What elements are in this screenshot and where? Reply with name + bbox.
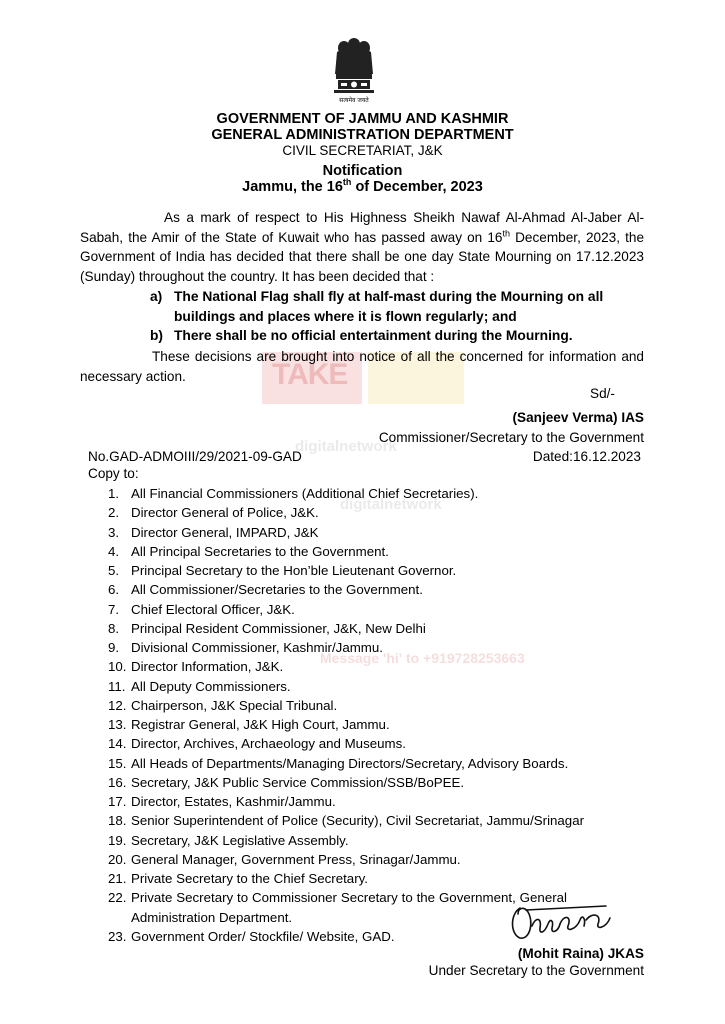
notification-date: Jammu, the 16th of December, 2023 [242, 177, 483, 195]
list-item: 15. All Heads of Departments/Managing Directors/Secretary, Advisory Boards. [108, 755, 569, 771]
list-item: 4. All Principal Secretaries to the Government. [108, 543, 389, 559]
emblem-motto: सत्यमेव जयते [339, 97, 369, 104]
list-item: 21. Private Secretary to the Chief Secretary. [108, 871, 368, 886]
list-item: 7. Chief Electoral Officer, J&K. [108, 601, 295, 617]
list-item: 14. Director, Archives, Archaeology and Museums. [108, 736, 406, 752]
list-item: 3. Director General, IMPARD, J&K [108, 524, 319, 540]
watermark-message: Message 'hi' to +919728253663 [320, 650, 525, 666]
closing-paragraph: These decisions are brought into notice of all the concerned for information and necessary action. [80, 349, 644, 384]
notification-title: Notification [322, 163, 403, 179]
list-item: 2. Director General of Police, J&K. [108, 505, 319, 521]
list-item: 13. Registrar General, J&K High Court, Jammu. [108, 717, 390, 732]
signatory-name: (Sanjeev Verma) IAS [512, 410, 644, 425]
list-item: 8. Principal Resident Commissioner, J&K, New Delhi [108, 620, 426, 636]
list-item: 17. Director, Estates, Kashmir/Jammu. [108, 794, 336, 809]
list-item: 20. General Manager, Government Press, Srinagar/Jammu. [108, 851, 461, 867]
decision-item: b) There shall be no official entertainment during the Mourning. [150, 328, 573, 343]
copy-to-list [108, 484, 668, 946]
government-title: GOVERNMENT OF JAMMU AND KASHMIR [216, 111, 509, 127]
list-item: 9. Divisional Commissioner, Kashmir/Jammu. [108, 640, 383, 655]
list-item: 22. Private Secretary to Commissioner Secretary to the Government, General Administration Department. [108, 890, 567, 925]
list-item: 5. Principal Secretary to the Hon’ble Lieutenant Governor. [108, 563, 457, 578]
decisions-list [150, 287, 650, 346]
reference-date: Dated:16.12.2023 [532, 449, 641, 464]
list-item: 19. Secretary, J&K Legislative Assembly. [108, 832, 349, 848]
list-item: 23. Government Order/ Stockfile/ Website, GAD. [108, 928, 395, 944]
reference-number: No.GAD-ADMOIII/29/2021-09-GAD [88, 449, 302, 464]
signatory-name: (Mohit Raina) JKAS [517, 946, 644, 961]
signatory-designation: Commissioner/Secretary to the Government [378, 430, 644, 445]
watermark-network-text: digitalnetwork [295, 438, 397, 455]
notification-paragraph: As a mark of respect to His Highness Sheikh Nawaf Al-Ahmad Al-Jaber Al-Sabah, the Amir of the State of Kuwait who has passed away on 16th December, 2023, the Government of India has decided that there shall be one day State Mourning on 17.12.2023 (Sunday) throughout the country. It has been decided that : [80, 210, 644, 284]
department-title: GENERAL ADMINISTRATION DEPARTMENT [211, 127, 514, 143]
list-item: 11. All Deputy Commissioners. [108, 678, 291, 694]
signed-mark: Sd/- [590, 386, 615, 401]
copy-to-heading: Copy to: [88, 466, 139, 481]
office-title: CIVIL SECRETARIAT, J&K [282, 143, 443, 158]
list-item: 1. All Financial Commissioners (Additional Chief Secretaries). [108, 486, 479, 501]
signatory-designation: Under Secretary to the Government [428, 963, 644, 978]
decision-item: a) The National Flag shall fly at half-mast during the Mourning on all buildings and places where it is flown regularly; and [150, 289, 604, 324]
list-item: 12. Chairperson, J&K Special Tribunal. [108, 697, 338, 713]
list-item: 6. All Commissioner/Secretaries to the Government. [108, 582, 423, 598]
handwritten-signature [506, 898, 618, 946]
watermark-network-text: digitalnetwork [340, 496, 442, 513]
list-item: 16. Secretary, J&K Public Service Commission/SSB/BoPEE. [108, 774, 465, 790]
watermark-logo-text: TAKE [272, 358, 348, 391]
list-item: 10. Director Information, J&K. [108, 659, 284, 675]
list-item: 18. Senior Superintendent of Police (Security), Civil Secretariat, Jammu/Srinagar [108, 813, 585, 829]
